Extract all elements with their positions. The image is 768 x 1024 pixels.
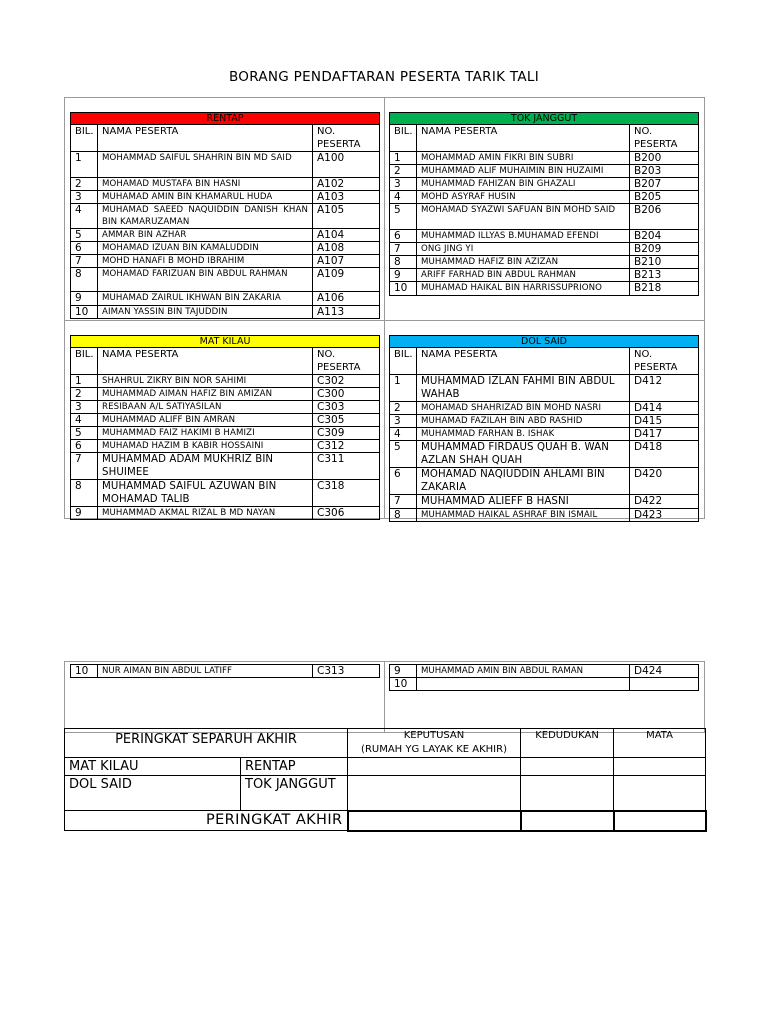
participant-number-cell: B203 [630, 165, 699, 178]
keputusan-label: KEPUTUSAN [403, 730, 465, 741]
bil-column-header: BIL. [390, 348, 417, 375]
bil-cell: 10 [71, 306, 98, 319]
participant-row [390, 178, 699, 191]
participant-number-cell: A106 [313, 292, 380, 306]
column-header-row [390, 125, 699, 152]
participant-row [390, 269, 699, 282]
participant-number-cell: B218 [630, 282, 699, 296]
final-mata-cell[interactable] [614, 811, 706, 831]
no-column-header: NO. PESERTA [313, 125, 380, 152]
team-table-mat-kilau [70, 335, 380, 520]
participant-name-cell: ONG JING YI [417, 243, 630, 256]
bil-cell: 5 [390, 204, 417, 230]
participant-number-cell: B200 [630, 152, 699, 165]
bil-cell: 5 [390, 441, 417, 468]
participant-name-cell: MUHAMMAD AIMAN HAFIZ BIN AMIZAN [98, 388, 313, 401]
continuation-table-mat-kilau [70, 664, 380, 678]
match1-team-b: RENTAP [241, 758, 348, 776]
bil-cell: 3 [390, 415, 417, 428]
continuation-table-dol-said [389, 664, 699, 691]
participant-row [71, 507, 380, 520]
kedudukan-header: KEDUDUKAN [521, 729, 614, 758]
participant-row [390, 495, 699, 509]
participant-row [71, 401, 380, 414]
participant-number-cell: A102 [313, 178, 380, 191]
grid-divider-horizontal [64, 320, 705, 321]
participant-row [71, 440, 380, 453]
participant-row [390, 468, 699, 495]
participant-name-cell: MUHAMMAD HAIKAL ASHRAF BIN ISMAIL [417, 509, 630, 522]
match1-keputusan-cell[interactable] [348, 758, 521, 776]
participant-row [71, 453, 380, 480]
participant-name-cell: MUHAMMAD ALIFF BIN AMRAN [98, 414, 313, 427]
bil-cell: 6 [390, 230, 417, 243]
participant-name-cell: MUHAMMAD AKMAL RIZAL B MD NAYAN [98, 507, 313, 520]
final-title: PERINGKAT AKHIR [65, 811, 348, 831]
bil-cell: 2 [390, 165, 417, 178]
team-header-row [71, 113, 380, 125]
participant-number-cell: A113 [313, 306, 380, 319]
participant-row [390, 243, 699, 256]
participant-name-cell: MUHAMAD ZAIRUL IKHWAN BIN ZAKARIA [98, 292, 313, 306]
participant-name-cell: MOHAMMAD AMIN FIKRI BIN SUBRI [417, 152, 630, 165]
participant-name-cell: AMMAR BIN AZHAR [98, 229, 313, 242]
participant-number-cell: B206 [630, 204, 699, 230]
participant-number-cell: C306 [313, 507, 380, 520]
bil-cell: 7 [390, 243, 417, 256]
bil-cell: 8 [390, 256, 417, 269]
ranking-table [64, 728, 707, 832]
bil-cell: 7 [390, 495, 417, 509]
bil-cell: 6 [71, 440, 98, 453]
participant-row [71, 306, 380, 319]
participant-row [71, 388, 380, 401]
participant-number-cell: B207 [630, 178, 699, 191]
bil-cell: 6 [390, 468, 417, 495]
participant-number-cell: D415 [630, 415, 699, 428]
participant-name-cell: MUHAMMAD IZLAN FAHMI BIN ABDUL WAHAB [417, 375, 630, 402]
bil-cell: 3 [71, 191, 98, 204]
participant-name-cell: MOHAMAD SHAHRIZAD BIN MOHD NASRI [417, 402, 630, 415]
nama-column-header: NAMA PESERTA [98, 125, 313, 152]
team-name-header: DOL SAID [390, 336, 699, 348]
participant-name-cell: MOHAMAD FARIZUAN BIN ABDUL RAHMAN [98, 268, 313, 292]
no-column-header: NO. PESERTA [630, 348, 699, 375]
bil-cell: 9 [71, 507, 98, 520]
participant-row [390, 230, 699, 243]
participant-row [71, 268, 380, 292]
bil-cell: 7 [71, 453, 98, 480]
participant-number-cell: C311 [313, 453, 380, 480]
participant-number-cell: D424 [630, 665, 699, 678]
participant-number-cell: B209 [630, 243, 699, 256]
participant-name-cell: MOHAMAD SYAZWI SAFUAN BIN MOHD SAID [417, 204, 630, 230]
participant-number-cell: D420 [630, 468, 699, 495]
participant-number-cell: A103 [313, 191, 380, 204]
bil-cell: 1 [71, 152, 98, 178]
match1-kedudukan-cell[interactable] [521, 758, 614, 776]
team-table-dol-said [389, 335, 699, 522]
bil-cell: 10 [71, 665, 98, 678]
participant-number-cell: C302 [313, 375, 380, 388]
keputusan-sublabel: (RUMAH YG LAYAK KE AKHIR) [361, 744, 507, 755]
bil-cell: 4 [71, 414, 98, 427]
bil-cell: 6 [71, 242, 98, 255]
bil-column-header: BIL. [71, 348, 98, 375]
bil-cell: 3 [71, 401, 98, 414]
match1-mata-cell[interactable] [614, 758, 706, 776]
continuation-divider [384, 661, 385, 733]
participant-name-cell: MUHAMMAD FAHIZAN BIN GHAZALI [417, 178, 630, 191]
participant-row [71, 242, 380, 255]
participant-number-cell: C312 [313, 440, 380, 453]
participant-name-cell: MUHAMAD HAZIM B KABIR HOSSAINI [98, 440, 313, 453]
participant-row [390, 678, 699, 691]
participant-row [71, 665, 380, 678]
match2-keputusan-cell[interactable] [348, 776, 521, 811]
column-header-row [390, 348, 699, 375]
participant-row [390, 152, 699, 165]
nama-column-header: NAMA PESERTA [417, 125, 630, 152]
bil-cell: 2 [71, 178, 98, 191]
participant-name-cell: MUHAMAD HAIKAL BIN HARRISSUPRIONO [417, 282, 630, 296]
bil-cell: 10 [390, 282, 417, 296]
participant-number-cell: A105 [313, 204, 380, 229]
participant-row [71, 191, 380, 204]
participant-name-cell: MOHAMAD NAQIUDDIN AHLAMI BIN ZAKARIA [417, 468, 630, 495]
participant-number-cell: C309 [313, 427, 380, 440]
participant-number-cell: D422 [630, 495, 699, 509]
participant-name-cell: NUR AIMAN BIN ABDUL LATIFF [98, 665, 313, 678]
participant-row [71, 375, 380, 388]
semi-final-title: PERINGKAT SEPARUH AKHIR [65, 729, 348, 758]
match2-mata-cell[interactable] [614, 776, 706, 811]
final-keputusan-cell[interactable] [348, 811, 521, 831]
bil-cell: 9 [390, 269, 417, 282]
participant-name-cell: MOHAMMAD SAIFUL SHAHRIN BIN MD SAID [98, 152, 313, 178]
participant-number-cell: C303 [313, 401, 380, 414]
participant-name-cell [417, 678, 630, 691]
mata-header: MATA [614, 729, 706, 758]
match2-team-b: TOK JANGGUT [241, 776, 348, 811]
participant-name-cell: MUHAMMAD ILLYAS B.MUHAMAD EFENDI [417, 230, 630, 243]
participant-name-cell: MUHAMMAD ALIEFF B HASNI [417, 495, 630, 509]
participant-row [390, 441, 699, 468]
participant-name-cell: MOHAMAD IZUAN BIN KAMALUDDIN [98, 242, 313, 255]
participant-name-cell: MOHAMAD MUSTAFA BIN HASNI [98, 178, 313, 191]
bil-cell: 1 [390, 152, 417, 165]
team-table-tok-janggut [389, 112, 699, 296]
participant-name-cell: MUHAMMAD FARHAN B. ISHAK [417, 428, 630, 441]
participant-name-cell: MOHD ASYRAF HUSIN [417, 191, 630, 204]
participant-number-cell: D412 [630, 375, 699, 402]
participant-name-cell: MUHAMAD FAZILAH BIN ABD RASHID [417, 415, 630, 428]
participant-number-cell: C313 [313, 665, 380, 678]
participant-row [390, 165, 699, 178]
participant-name-cell: MUHAMMAD FIRDAUS QUAH B. WAN AZLAN SHAH QUAH [417, 441, 630, 468]
participant-row [71, 204, 380, 229]
participant-row [71, 292, 380, 306]
participant-number-cell: D423 [630, 509, 699, 522]
column-header-row [71, 348, 380, 375]
team-name-header: MAT KILAU [71, 336, 380, 348]
participant-number-cell: D414 [630, 402, 699, 415]
no-column-header: NO. PESERTA [313, 348, 380, 375]
participant-number-cell: A100 [313, 152, 380, 178]
participant-number-cell: C305 [313, 414, 380, 427]
participant-name-cell: MUHAMMAD ADAM MUKHRIZ BIN SHUIMEE [98, 453, 313, 480]
participant-name-cell: MUHAMAD SAEED NAQUIDDIN DANISH KHAN BIN KAMARUZAMAN [98, 204, 313, 229]
bil-cell: 8 [71, 480, 98, 507]
participant-number-cell: C300 [313, 388, 380, 401]
participant-number-cell: B205 [630, 191, 699, 204]
participant-name-cell: SHAHRUL ZIKRY BIN NOR SAHIMI [98, 375, 313, 388]
participant-number-cell: C318 [313, 480, 380, 507]
bil-cell: 1 [390, 375, 417, 402]
bil-cell: 2 [71, 388, 98, 401]
form-title: BORANG PENDAFTARAN PESERTA TARIK TALI [228, 69, 540, 85]
final-kedudukan-cell[interactable] [521, 811, 614, 831]
bil-cell: 4 [71, 204, 98, 229]
participant-row [390, 428, 699, 441]
grid-divider-vertical [384, 97, 385, 519]
participant-name-cell: MUHAMMAD SAIFUL AZUWAN BIN MOHAMAD TALIB [98, 480, 313, 507]
participant-number-cell: A108 [313, 242, 380, 255]
team-header-row [390, 336, 699, 348]
participant-number-cell [630, 678, 699, 691]
participant-row [71, 255, 380, 268]
nama-column-header: NAMA PESERTA [98, 348, 313, 375]
bil-cell: 9 [71, 292, 98, 306]
column-header-row [71, 125, 380, 152]
participant-name-cell: MUHAMMAD AMIN BIN ABDUL RAMAN [417, 665, 630, 678]
participant-name-cell: MUHAMAD AMIN BIN KHAMARUL HUDA [98, 191, 313, 204]
participant-row [390, 282, 699, 296]
participant-number-cell: B213 [630, 269, 699, 282]
participant-number-cell: D418 [630, 441, 699, 468]
bil-cell: 1 [71, 375, 98, 388]
participant-name-cell: MUHAMMAD FAIZ HAKIMI B HAMIZI [98, 427, 313, 440]
participant-row [390, 191, 699, 204]
bil-cell: 7 [71, 255, 98, 268]
participant-number-cell: A107 [313, 255, 380, 268]
team-header-row [390, 113, 699, 125]
team-header-row [71, 336, 380, 348]
keputusan-header [348, 729, 521, 758]
participant-row [390, 256, 699, 269]
participant-row [71, 229, 380, 242]
participant-row [390, 415, 699, 428]
participant-row [71, 152, 380, 178]
team-table-rentap [70, 112, 380, 319]
bil-column-header: BIL. [71, 125, 98, 152]
match2-team-a: DOL SAID [65, 776, 241, 811]
participant-row [71, 178, 380, 191]
bil-cell: 8 [71, 268, 98, 292]
participant-name-cell: ARIFF FARHAD BIN ABDUL RAHMAN [417, 269, 630, 282]
participant-number-cell: B210 [630, 256, 699, 269]
participant-name-cell: MUHAMMAD HAFIZ BIN AZIZAN [417, 256, 630, 269]
bil-cell: 8 [390, 509, 417, 522]
participant-number-cell: A109 [313, 268, 380, 292]
participant-row [390, 665, 699, 678]
bil-cell: 9 [390, 665, 417, 678]
participant-row [390, 402, 699, 415]
participant-name-cell: MUHAMMAD ALIF MUHAIMIN BIN HUZAIMI [417, 165, 630, 178]
bil-cell: 4 [390, 428, 417, 441]
bil-column-header: BIL. [390, 125, 417, 152]
match2-kedudukan-cell[interactable] [521, 776, 614, 811]
participant-number-cell: B204 [630, 230, 699, 243]
participant-name-cell: MOHD HANAFI B MOHD IBRAHIM [98, 255, 313, 268]
participant-number-cell: D417 [630, 428, 699, 441]
bil-cell: 4 [390, 191, 417, 204]
nama-column-header: NAMA PESERTA [417, 348, 630, 375]
bil-cell: 5 [71, 427, 98, 440]
team-name-header: TOK JANGGUT [390, 113, 699, 125]
bil-cell: 2 [390, 402, 417, 415]
participant-row [71, 480, 380, 507]
bil-cell: 3 [390, 178, 417, 191]
participant-row [390, 509, 699, 522]
participant-name-cell: RESIBAAN A/L SATIYASILAN [98, 401, 313, 414]
participant-row [390, 204, 699, 230]
match1-team-a: MAT KILAU [65, 758, 241, 776]
no-column-header: NO. PESERTA [630, 125, 699, 152]
participant-row [71, 414, 380, 427]
participant-number-cell: A104 [313, 229, 380, 242]
bil-cell: 10 [390, 678, 417, 691]
team-name-header: RENTAP [71, 113, 380, 125]
participant-name-cell: AIMAN YASSIN BIN TAJUDDIN [98, 306, 313, 319]
participant-row [71, 427, 380, 440]
participant-row [390, 375, 699, 402]
bil-cell: 5 [71, 229, 98, 242]
